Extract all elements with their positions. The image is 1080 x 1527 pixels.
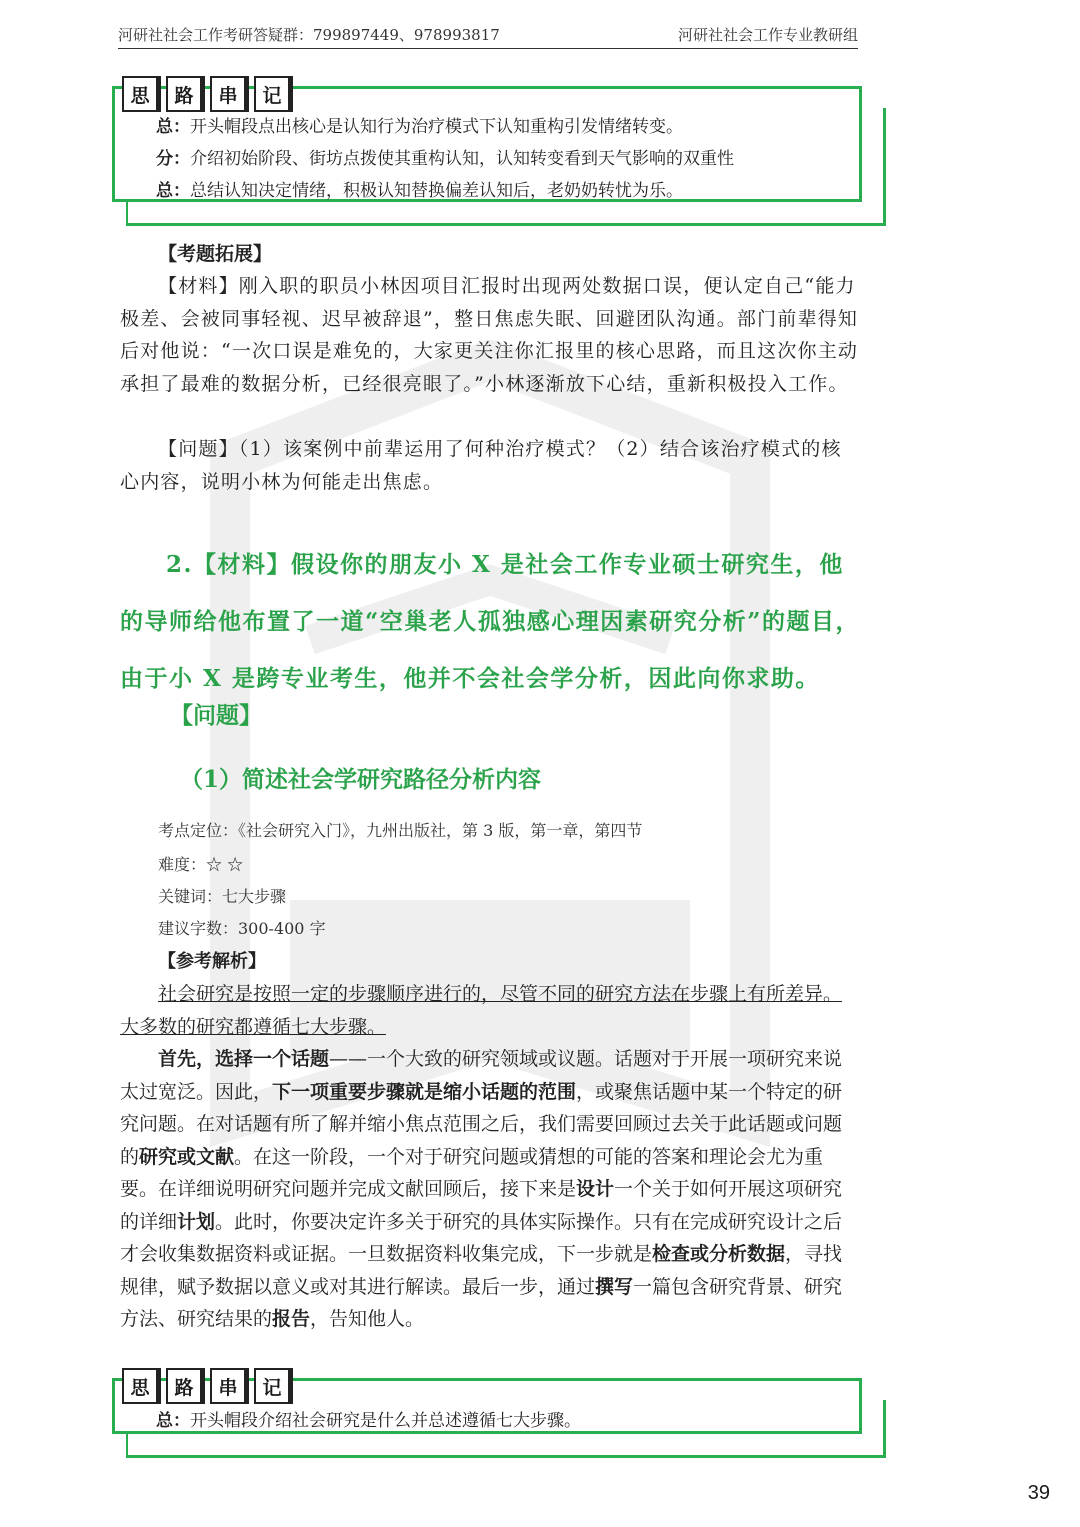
title-char: 路 — [166, 1368, 202, 1404]
meta-word-count: 建议字数：300-400 字 — [158, 919, 326, 938]
summary-line: 分：介绍初始阶段、街坊点拨使其重构认知，认知转变看到天气影响的双重性 — [156, 149, 734, 169]
q2-sub-question: （1）简述社会学研究路径分析内容 — [180, 766, 542, 793]
summary-line: 总：开头帽段介绍社会研究是什么并总述遵循七大步骤。 — [156, 1411, 581, 1431]
title-char: 串 — [210, 76, 246, 112]
extension-material: 【材料】刚入职的职员小林因项目汇报时出现两处数据口误，便认定自己“能力极差、会被同事轻视、迟早被辞退”，整日焦虑失眠、回避团队沟通。部门前辈得知后对他说：“一次口误是难免的，大家更关注你汇报里的核心思路，而且这次你主动承担了最难的数据分析，已经很亮眼了。”小林逐渐放下心结，重新积极投入工作。 — [120, 275, 859, 395]
answer-keyphrase: 报告 — [272, 1308, 311, 1330]
answer-text: ——一个大致的研究领域或议题。话题对于开展一项研究来说太过宽泛。因此， — [120, 1048, 843, 1103]
meta-location: 考点定位：《社会研究入门》，九州出版社，第 3 版，第一章，第四节 — [158, 821, 643, 840]
title-char: 思 — [122, 1368, 158, 1404]
header-left: 河研社社会工作考研答疑群：799897449、978993817 — [118, 26, 500, 44]
title-char: 记 — [254, 1368, 290, 1404]
answer-text: ，告知他人。 — [310, 1308, 425, 1330]
page-number: 39 — [1027, 1482, 1050, 1504]
extension-question: 【问题】（1）该案例中前辈运用了何种治疗模式？（2）结合该治疗模式的核心内容，说明小林为何能走出焦虑。 — [120, 438, 842, 493]
summary-box-1 — [112, 86, 862, 202]
answer-body — [120, 1043, 860, 1336]
answer-text: 一篇包含研究背景、研究方法、研究结果的 — [120, 1275, 843, 1330]
title-char: 记 — [254, 76, 290, 112]
summary-line: 总：总结认知决定情绪，积极认知替换偏差认知后，老奶奶转忧为乐。 — [156, 181, 683, 201]
answer-keyphrase: 撰写 — [595, 1275, 634, 1298]
answer-text: 。此时，你要决定许多关于研究的具体实际操作。只有在完成研究设计之后才会收集数据资料或证据。一旦数据资料收集完成，下一步就是 — [120, 1210, 843, 1265]
answer-heading: 【参考解析】 — [158, 951, 266, 972]
meta-difficulty: 难度：☆ ☆ — [158, 855, 244, 874]
answer-keyphrase: 设计 — [576, 1178, 615, 1200]
answer-keyphrase: 检查或分析数据 — [652, 1243, 786, 1265]
answer-intro: 社会研究是按照一定的步骤顺序进行的，尽管不同的研究方法在步骤上有所差异。大多数的研究都遵循七大步骤。 — [120, 983, 843, 1038]
summary-box-2 — [112, 1378, 862, 1434]
header-right: 河研社社会工作专业教研组 — [677, 26, 858, 44]
answer-text: 。在这一阶段，一个对于研究问题或猜想的可能的答案和理论会尤为重要。在详细说明研究问题并完成文献回顾后，接下来是 — [120, 1145, 824, 1200]
title-char: 路 — [166, 76, 202, 112]
q2-question-heading: 【问题】 — [170, 702, 262, 729]
title-char: 思 — [122, 76, 158, 112]
title-char: 串 — [210, 1368, 246, 1404]
answer-keyphrase: 下一项重要步骤就是缩小话题的范围 — [272, 1080, 577, 1103]
extension-heading: 【考题拓展】 — [158, 243, 273, 265]
answer-keyphrase: 计划 — [177, 1210, 216, 1233]
answer-keyphrase: 研究或文献 — [139, 1145, 235, 1168]
q2-material: 2.【材料】假设你的朋友小 X 是社会工作专业硕士研究生，他的导师给他布置了一道“空巢老人孤独感心理因素研究分析”的题目，由于小 X 是跨专业考生，他并不会社会学分析，因此向你求助。 — [120, 551, 860, 692]
answer-text: ，寻找规律，赋予数据以意义或对其进行解读。最后一步，通过 — [120, 1243, 843, 1298]
answer-keyphrase: 首先，选择一个话题 — [158, 1048, 330, 1070]
summary-box-title — [122, 76, 290, 112]
answer-text: 一个关于如何开展这项研究的详细 — [120, 1178, 843, 1233]
summary-box-title — [122, 1368, 290, 1404]
summary-line: 总：开头帽段点出核心是认知行为治疗模式下认知重构引发情绪转变。 — [156, 117, 683, 137]
answer-text: ，或聚焦话题中某一个特定的研究问题。在对话题有所了解并缩小焦点范围之后，我们需要回顾过去关于此话题或问题的 — [120, 1080, 843, 1168]
page-header — [118, 20, 858, 49]
meta-keywords: 关键词：七大步骤 — [158, 887, 287, 906]
